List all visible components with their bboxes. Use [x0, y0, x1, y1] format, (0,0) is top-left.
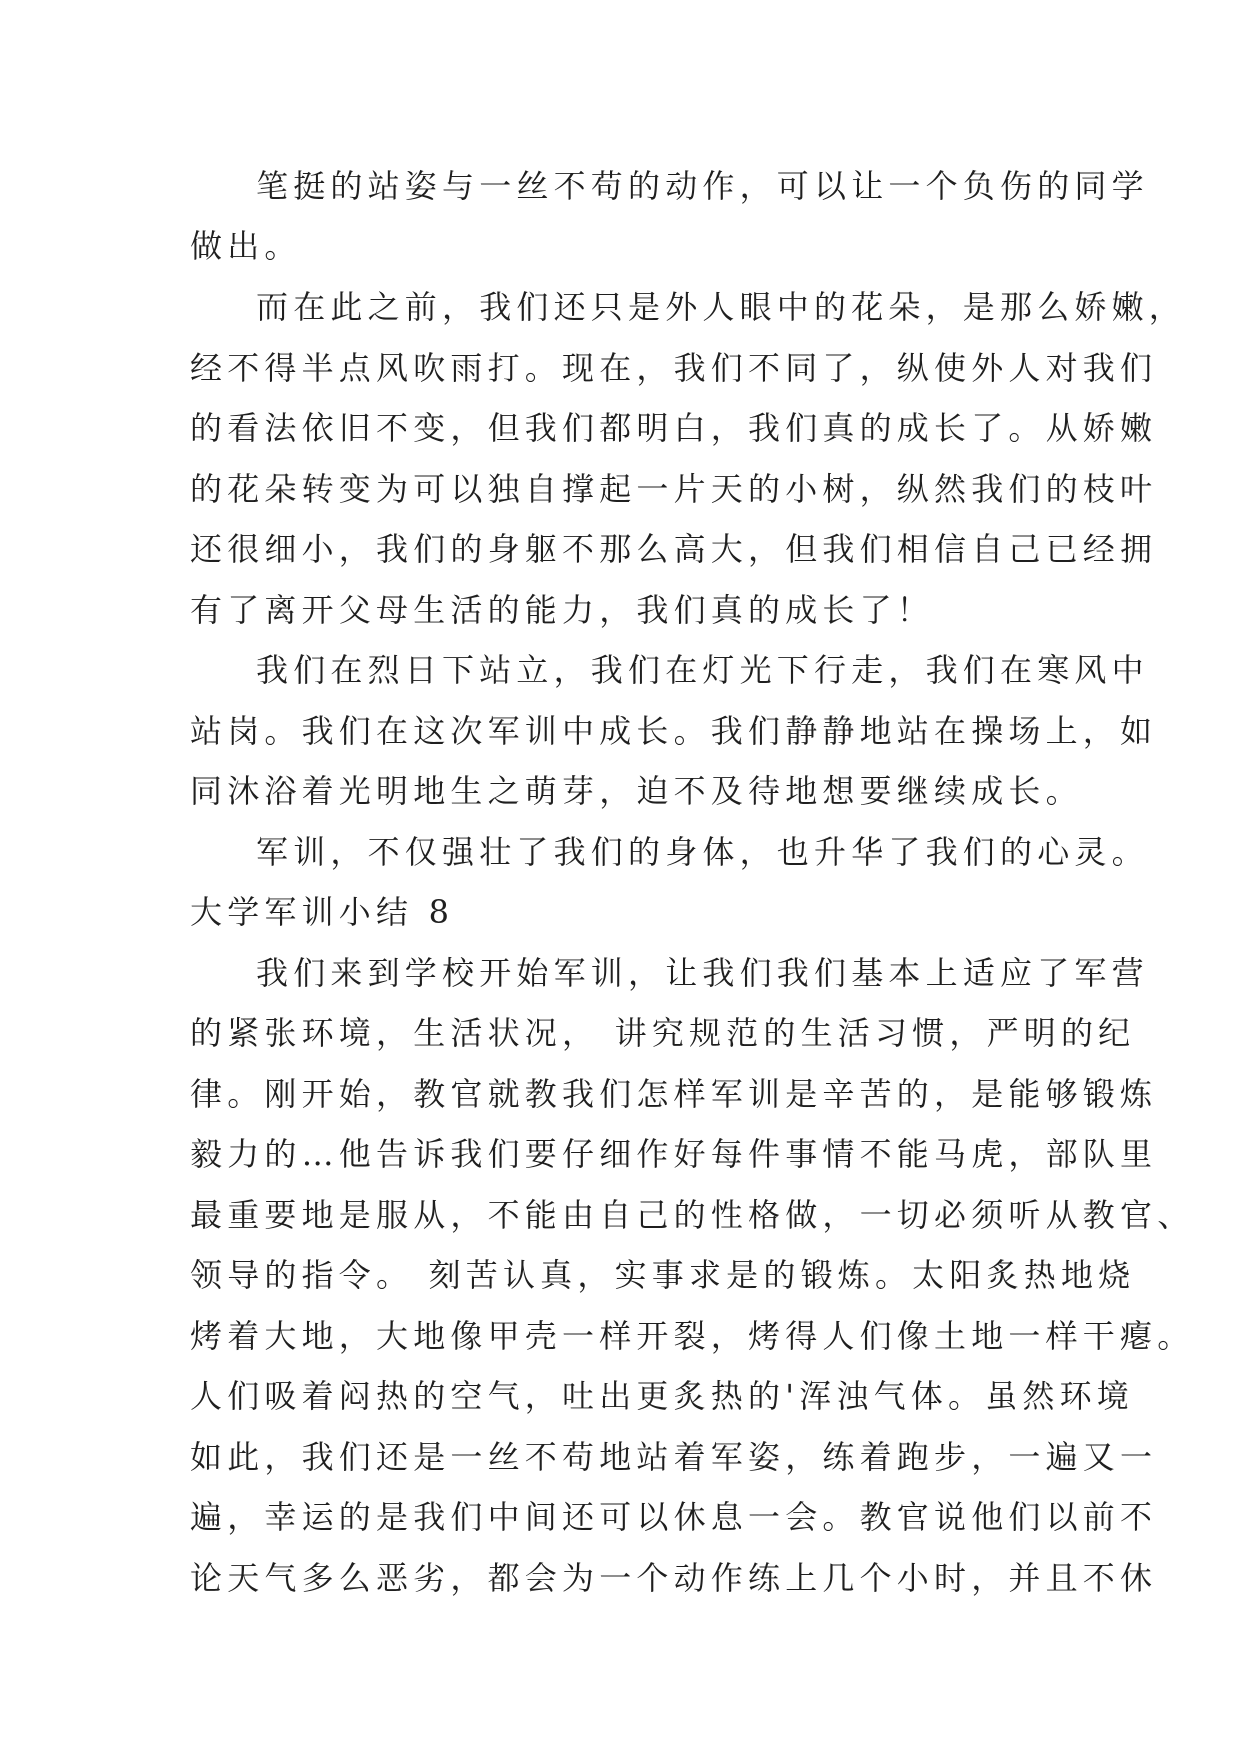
- text-line: 如此，我们还是一丝不苟地站着军姿，练着跑步，一遍又一: [190, 1438, 1158, 1476]
- text-line: 做出。: [190, 227, 302, 265]
- text-line: 的看法依旧不变，但我们都明白，我们真的成长了。从娇嫩: [190, 409, 1158, 447]
- text-line: 论天气多么恶劣，都会为一个动作练上几个小时，并且不休: [190, 1559, 1158, 1597]
- text-line: 律。刚开始，教官就教我们怎样军训是辛苦的，是能够锻炼: [190, 1075, 1158, 1113]
- text-line: 还很细小，我们的身躯不那么高大，但我们相信自己已经拥: [190, 530, 1158, 568]
- text-line: 我们在烈日下站立，我们在灯光下行走，我们在寒风中: [256, 651, 1149, 689]
- text-line: 人们吸着闷热的空气，吐出更炙热的'浑浊气体。虽然环境: [190, 1377, 1134, 1415]
- text-line: 毅力的…他告诉我们要仔细作好每件事情不能马虎，部队里: [190, 1135, 1158, 1173]
- text-line: 而在此之前，我们还只是外人眼中的花朵，是那么娇嫩，: [256, 288, 1187, 326]
- text-line: 军训，不仅强壮了我们的身体，也升华了我们的心灵。: [256, 833, 1149, 871]
- text-line: 遍，幸运的是我们中间还可以休息一会。教官说他们以前不: [190, 1498, 1158, 1536]
- text-line: 最重要地是服从，不能由自己的性格做，一切必须听从教官、: [190, 1196, 1195, 1234]
- text-line: 有了离开父母生活的能力，我们真的成长了！: [190, 591, 935, 629]
- text-line: 的紧张环境，生活状况， 讲究规范的生活习惯，严明的纪: [190, 1014, 1136, 1052]
- text-line: 领导的指令。 刻苦认真，实事求是的锻炼。太阳炙热地烧: [190, 1256, 1136, 1294]
- text-line: 同沐浴着光明地生之萌芽，迫不及待地想要继续成长。: [190, 772, 1083, 810]
- text-line: 我们来到学校开始军训，让我们我们基本上适应了军营: [256, 954, 1149, 992]
- text-line: 笔挺的站姿与一丝不苟的动作，可以让一个负伤的同学: [256, 167, 1149, 205]
- text-line: 的花朵转变为可以独自撑起一片天的小树，纵然我们的枝叶: [190, 470, 1158, 508]
- text-line: 烤着大地，大地像甲壳一样开裂，烤得人们像土地一样干瘪。: [190, 1317, 1195, 1355]
- text-line: 经不得半点风吹雨打。现在，我们不同了，纵使外人对我们: [190, 349, 1158, 387]
- text-line: 站岗。我们在这次军训中成长。我们静静地站在操场上，如: [190, 712, 1158, 750]
- section-heading: 大学军训小结 8: [190, 893, 455, 931]
